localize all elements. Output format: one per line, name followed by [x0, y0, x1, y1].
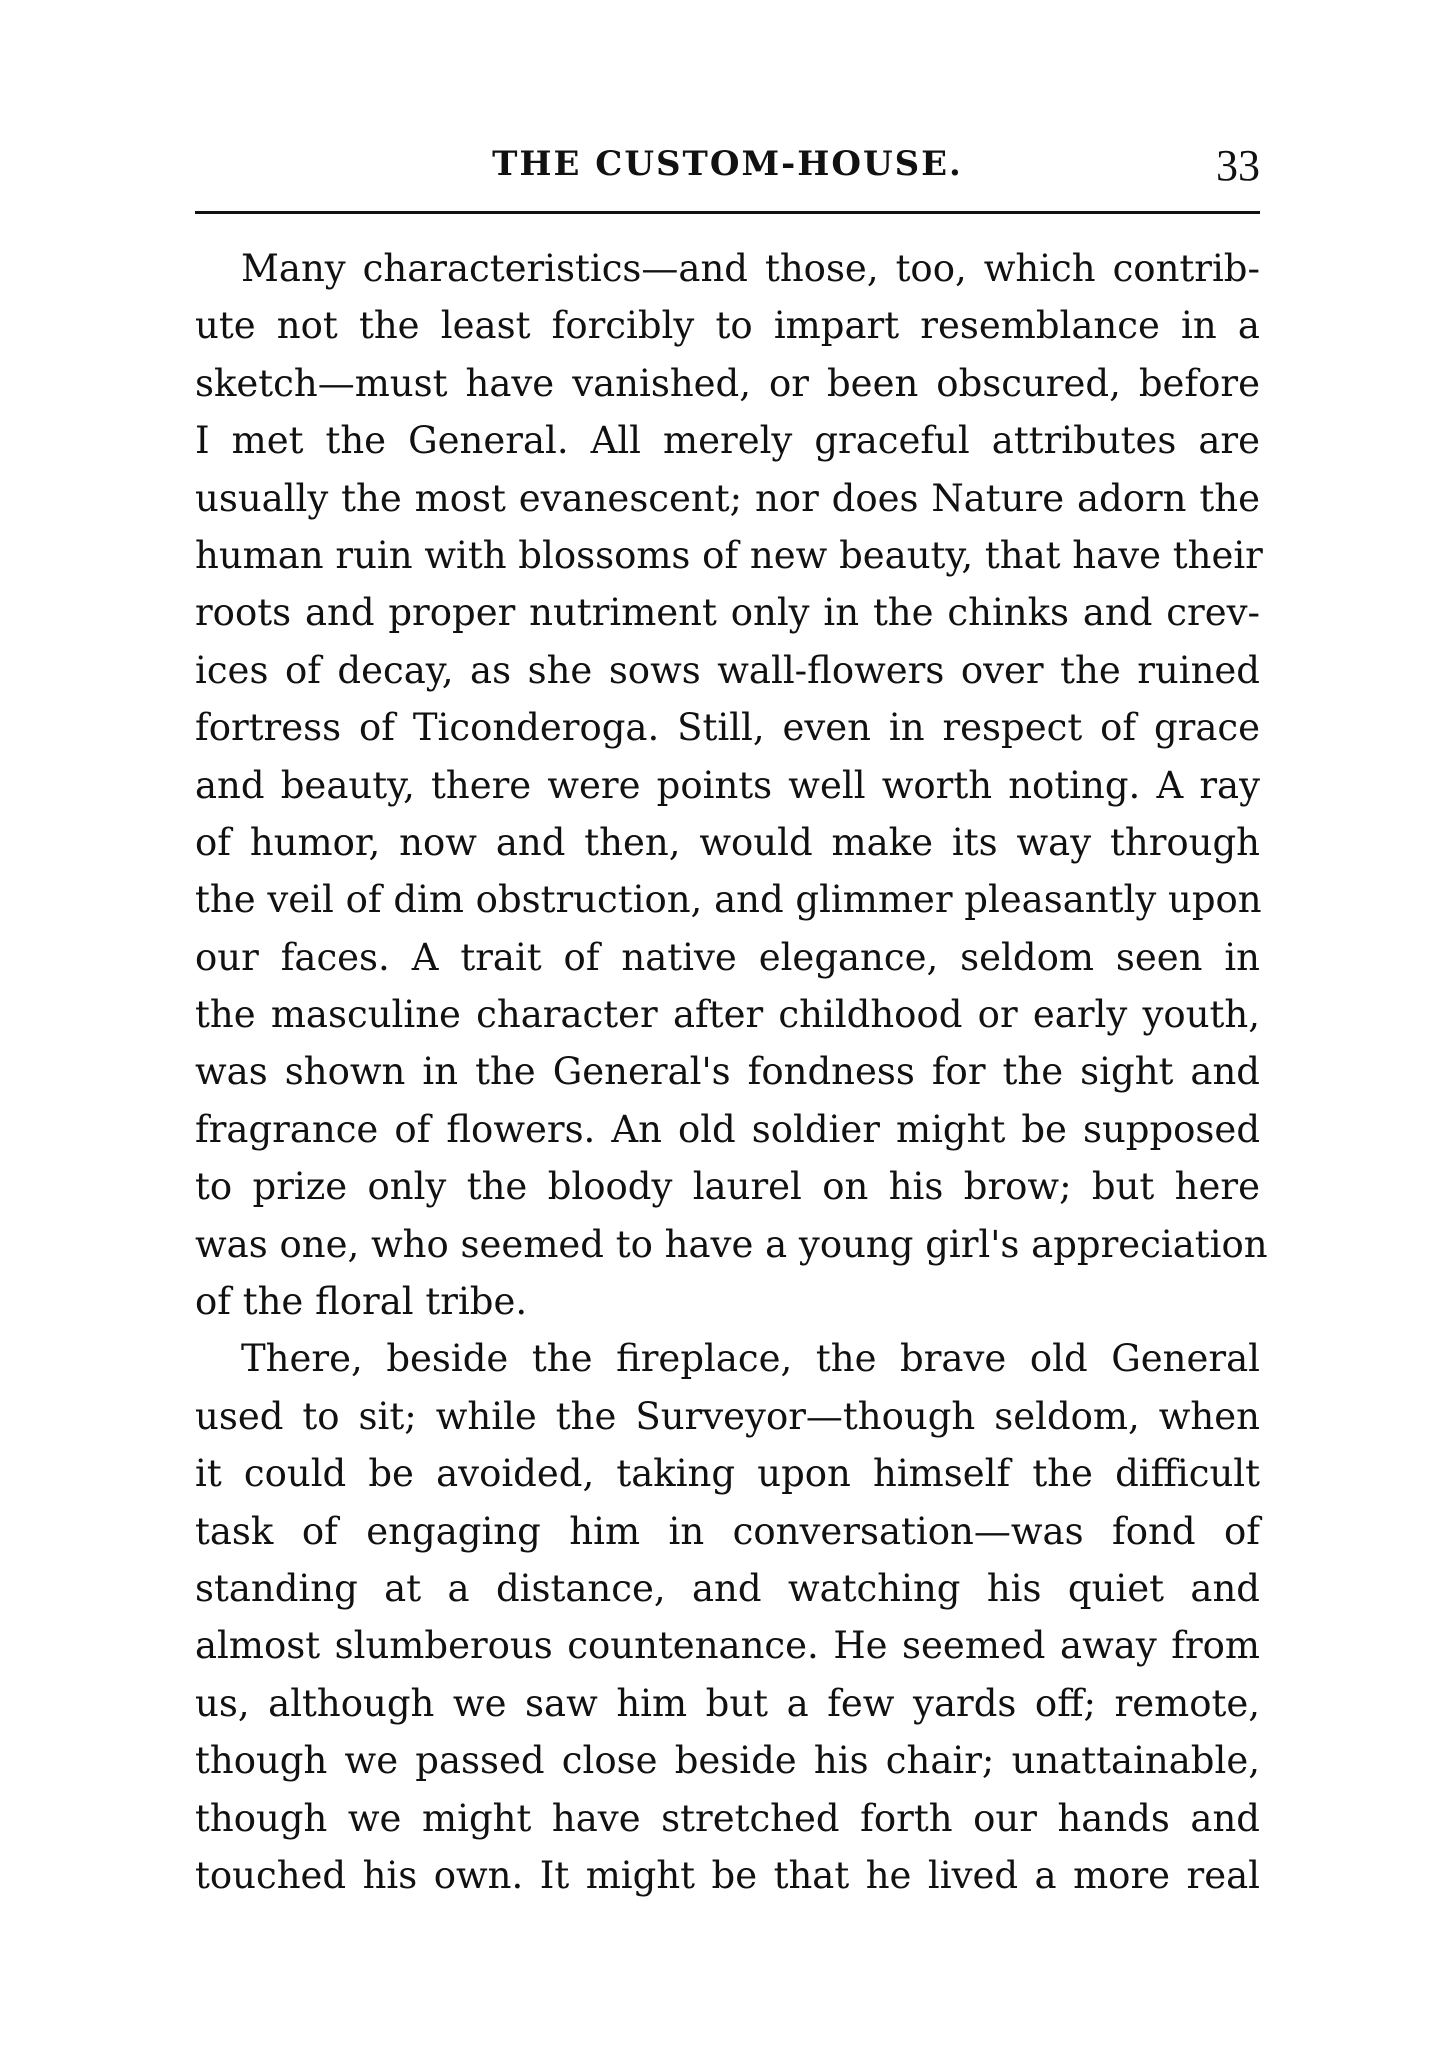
text-line: our faces. A trait of native elegance, seldom seen in: [195, 935, 1260, 979]
paragraph-2: [195, 1330, 1260, 1904]
text-line: ute not the least forcibly to impart resemblance in a: [195, 304, 1260, 348]
text-line: task of engaging him in conversation—was fond of: [195, 1509, 1260, 1553]
running-title: THE CUSTOM-HOUSE.: [492, 144, 963, 184]
text-line: was one, who seemed to have a young girl's appreciation: [195, 1222, 1268, 1266]
text-line: us, although we saw him but a few yards off; remote,: [195, 1681, 1260, 1725]
text-line: though we passed close beside his chair; unattainable,: [195, 1739, 1260, 1783]
text-line: Many characteristics—and those, too, which contrib-: [241, 247, 1260, 290]
text-line: touched his own. It might be that he lived a more real: [195, 1853, 1260, 1897]
body-text: [195, 240, 1268, 1904]
text-line: the masculine character after childhood or early youth,: [195, 993, 1260, 1037]
text-line: the veil of dim obstruction, and glimmer pleasantly upon: [195, 878, 1262, 922]
text-line: roots and proper nutriment only in the chinks and crev-: [195, 591, 1260, 635]
text-line: fragrance of flowers. An old soldier might be supposed: [195, 1107, 1260, 1151]
text-line: standing at a distance, and watching his quiet and: [195, 1566, 1260, 1610]
text-line: almost slumberous countenance. He seemed away from: [195, 1624, 1260, 1668]
text-line: sketch—must have vanished, or been obscured, before: [195, 361, 1260, 405]
text-line: to prize only the bloody laurel on his brow; but here: [195, 1165, 1260, 1209]
text-line: ices of decay, as she sows wall-flowers over the ruined: [195, 648, 1260, 692]
header-rule: [195, 211, 1260, 214]
text-line: fortress of Ticonderoga. Still, even in respect of grace: [195, 706, 1260, 750]
running-head: [195, 140, 1260, 190]
text-line: and beauty, there were points well worth noting. A ray: [195, 763, 1260, 807]
text-line: of the floral tribe.: [195, 1280, 528, 1324]
text-line: usually the most evanescent; nor does Nature adorn the: [195, 476, 1260, 520]
text-line: I met the General. All merely graceful attributes are: [195, 419, 1260, 463]
page-number: 33: [1216, 141, 1260, 190]
text-line: it could be avoided, taking upon himself the difficult: [195, 1452, 1260, 1496]
paragraph-1: [195, 240, 1268, 1330]
text-line: There, beside the fireplace, the brave old General: [241, 1337, 1260, 1381]
text-line: was shown in the General's fondness for the sight and: [195, 1050, 1260, 1094]
text-line: used to sit; while the Surveyor—though seldom, when: [195, 1394, 1260, 1438]
text-line: human ruin with blossoms of new beauty, that have their: [195, 533, 1263, 577]
text-line: though we might have stretched forth our hands and: [195, 1796, 1260, 1840]
text-line: of humor, now and then, would make its way through: [195, 820, 1260, 864]
